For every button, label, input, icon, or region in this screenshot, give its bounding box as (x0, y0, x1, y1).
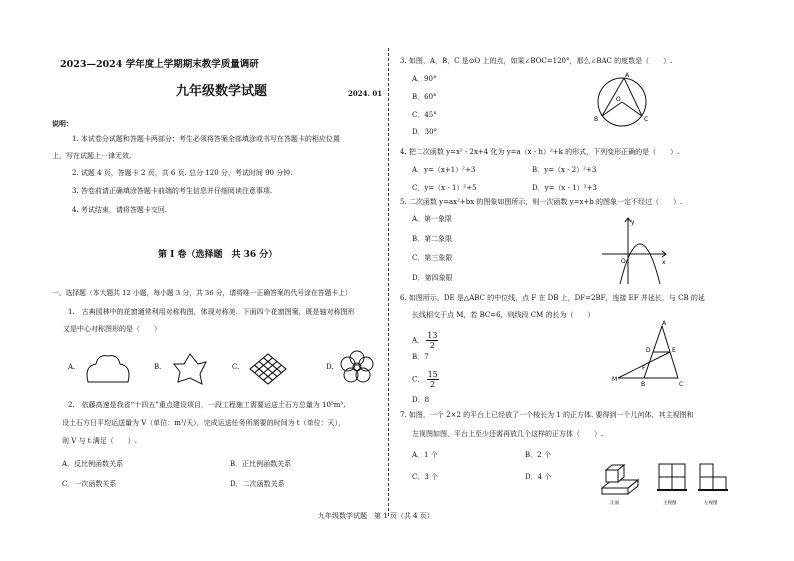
question-6-line: 长线相交于点 M，若 BC=6，则线段 CM 的长为（ ） (412, 311, 595, 319)
flower-window-figure (340, 350, 374, 384)
fraction-numerator: 13 (427, 331, 438, 340)
fig6-label-e: E (672, 347, 676, 354)
q3-option-c: C．45° (412, 111, 437, 119)
q2-option-c: C．一次函数关系 (62, 480, 117, 488)
q4-option-d: D．y=（x - 1）²+3 (532, 184, 597, 192)
q3-option-a: A．90° (412, 75, 437, 83)
question-6-line: 6. 如图所示，DE 是△ABC 的中位线，点 F 在 DB 上，DF=2BF，连接 EF 并延长，与 CB 的延 (400, 294, 705, 302)
q2-option-b: B．正比例函数关系 (230, 460, 292, 468)
q6-option-c (412, 370, 439, 389)
q3-option-b: B．60° (412, 93, 437, 101)
q6-option-b: B．7 (412, 353, 429, 361)
q5-option-b: B．第二象限 (412, 235, 453, 243)
q5-option-c: C．第三象限 (412, 254, 453, 262)
q7-option-c: C．3 个 (412, 473, 439, 481)
q1-option-d-label: D. (326, 363, 334, 371)
section-title: 第 I 卷（选择题 共 36 分） (158, 250, 278, 260)
fig6-label-f: F (642, 365, 646, 372)
view-label-main: 主视图 (663, 501, 677, 506)
fig5-label-o: O (621, 258, 626, 265)
q1-option-c-label: C. (232, 363, 240, 371)
fraction-13-over-2 (426, 331, 438, 350)
question-2-line: 则 V 与 t 满足（ ）. (62, 437, 137, 445)
q5-option-d: D．第四象限 (412, 274, 453, 282)
question-1-line: 1. 古典园林中的花窗通常利用对称构图，体现对称美．下面四个花窗图案，既是轴对称图形 (68, 308, 355, 316)
fraction-15-over-2 (427, 370, 439, 389)
fig6-label-a: A (662, 320, 667, 327)
fig5-label-x: x (662, 259, 666, 266)
question-5-line: 5. 二次函数 y=ax²+bx 的图象如图所示，则一次函数 y=x+b 的图象一定不经过（ ）. (400, 198, 683, 206)
q7-option-a: A．1 个 (412, 451, 438, 459)
q7-option-b: B．2 个 (525, 451, 551, 459)
question-3-line: 3. 如图，A，B，C 是⊙O 上的点，如果∠BOC=120°，那么∠BAC 的度数是（ ）. (400, 57, 673, 65)
q6-option-c-label: C． (412, 375, 425, 384)
front-view-figure (655, 460, 691, 506)
fig6-label-d: D (646, 347, 651, 354)
fig3-label-b: B (594, 116, 599, 123)
question-2-line: 设土石方日平均运送量为 V（单位：m³/天），完成运送任务所需要的时间为 t（单位：天）， (62, 419, 346, 427)
knot-window-figure (248, 352, 288, 386)
platform-cube-figure (598, 460, 644, 506)
q2-option-d: D．二次函数关系 (230, 480, 285, 488)
q2-option-a: A．反比例函数关系 (62, 460, 124, 468)
cloud-window-figure (84, 352, 132, 386)
q6-option-a (412, 331, 438, 350)
q4-option-c: C．y=（x - 1）²+5 (412, 184, 477, 192)
q6-option-a-label: A． (412, 336, 425, 345)
question-2-line: 2. 依藤高速是我省“十四五”重点建设项目，一段工程施工需要运送土石方总量为 10⁵m³, (68, 401, 346, 409)
exam-year-title: 2023—2024 学年度上学期期末教学质量调研 (60, 59, 259, 70)
instruction-line: 3. 答卷前请正确填涂答题卡前端的考生信息并仔细阅读注意事项. (72, 187, 273, 195)
q4-option-a: A．y=（x+1）²+3 (412, 166, 476, 174)
section-intro: 一、选择题（本大题共 12 小题，每小题 3 分，共 36 分，请将唯一正确答案的代号涂在答题卡上） (52, 289, 352, 297)
q3-option-d: D．30° (412, 128, 438, 136)
fig3-label-a: A (625, 72, 630, 79)
instruction-line: 上，写在试题上一律无效. (52, 152, 132, 160)
parabola-graph-figure (600, 214, 670, 286)
fig6-label-b: B (641, 381, 646, 388)
fig5-label-y: y (631, 219, 635, 226)
instruction-line: 1. 本试卷分试题和答题卡两部分；考生必须将答案全部填涂或书写在答题卡的相应位置 (72, 135, 340, 143)
q7-option-d: D．4 个 (525, 473, 552, 481)
question-7-line: 7. 如图，一个 2×2 的平台上已经放了一个棱长为 1 的正方体. 要得到一个几何体，其主视图和 (400, 411, 694, 419)
view-label-left: 左视图 (704, 501, 718, 506)
question-7-line: 左视图如图，平台上至少还需再放几个这样的正方体（ ）. (412, 430, 604, 438)
q5-option-a: A．第一象限 (412, 215, 453, 223)
triangle-midline-figure (612, 322, 702, 388)
instruction-line: 2. 试题 4 页，答题卡 2 页，共 6 页. 总分 120 分，考试时间 90 分钟. (72, 169, 293, 177)
q4-option-b: B．y=（x - 2）²+3 (532, 166, 597, 174)
q1-option-b-label: B. (154, 363, 162, 371)
fraction-numerator: 15 (427, 370, 438, 379)
fig6-label-c: C (679, 381, 684, 388)
q1-option-a-label: A. (68, 363, 76, 371)
fraction-denominator: 2 (429, 341, 435, 350)
view-label-front: 正面 (610, 501, 619, 506)
question-1-line: 又是中心对称图形的是（ ） (63, 325, 161, 333)
exam-title: 九年级数学试题 (176, 84, 268, 99)
left-view-figure (696, 460, 732, 506)
fraction-denominator: 2 (430, 380, 436, 389)
exam-date: 2024. 01 (348, 89, 383, 98)
fig3-label-c: C (644, 116, 649, 123)
question-4-line: 4. 把二次函数 y=x² - 2x+4 化为 y=a（x - h）²+k 的形式，下列变形正确的是（ ）. (400, 148, 680, 156)
instruction-line: 4. 考试结束，请将答题卡交回. (72, 206, 168, 214)
page-footer: 九年级数学试题 第 1 页（共 4 页） (318, 512, 434, 520)
instructions-heading: 说明： (52, 119, 73, 128)
circle-angle-figure (590, 70, 654, 134)
pinwheel-window-figure (172, 352, 208, 386)
fig6-label-m: M (612, 376, 618, 383)
column-divider (388, 48, 389, 516)
q6-option-d: D．8 (412, 396, 430, 404)
fig3-label-o: O (616, 96, 621, 103)
